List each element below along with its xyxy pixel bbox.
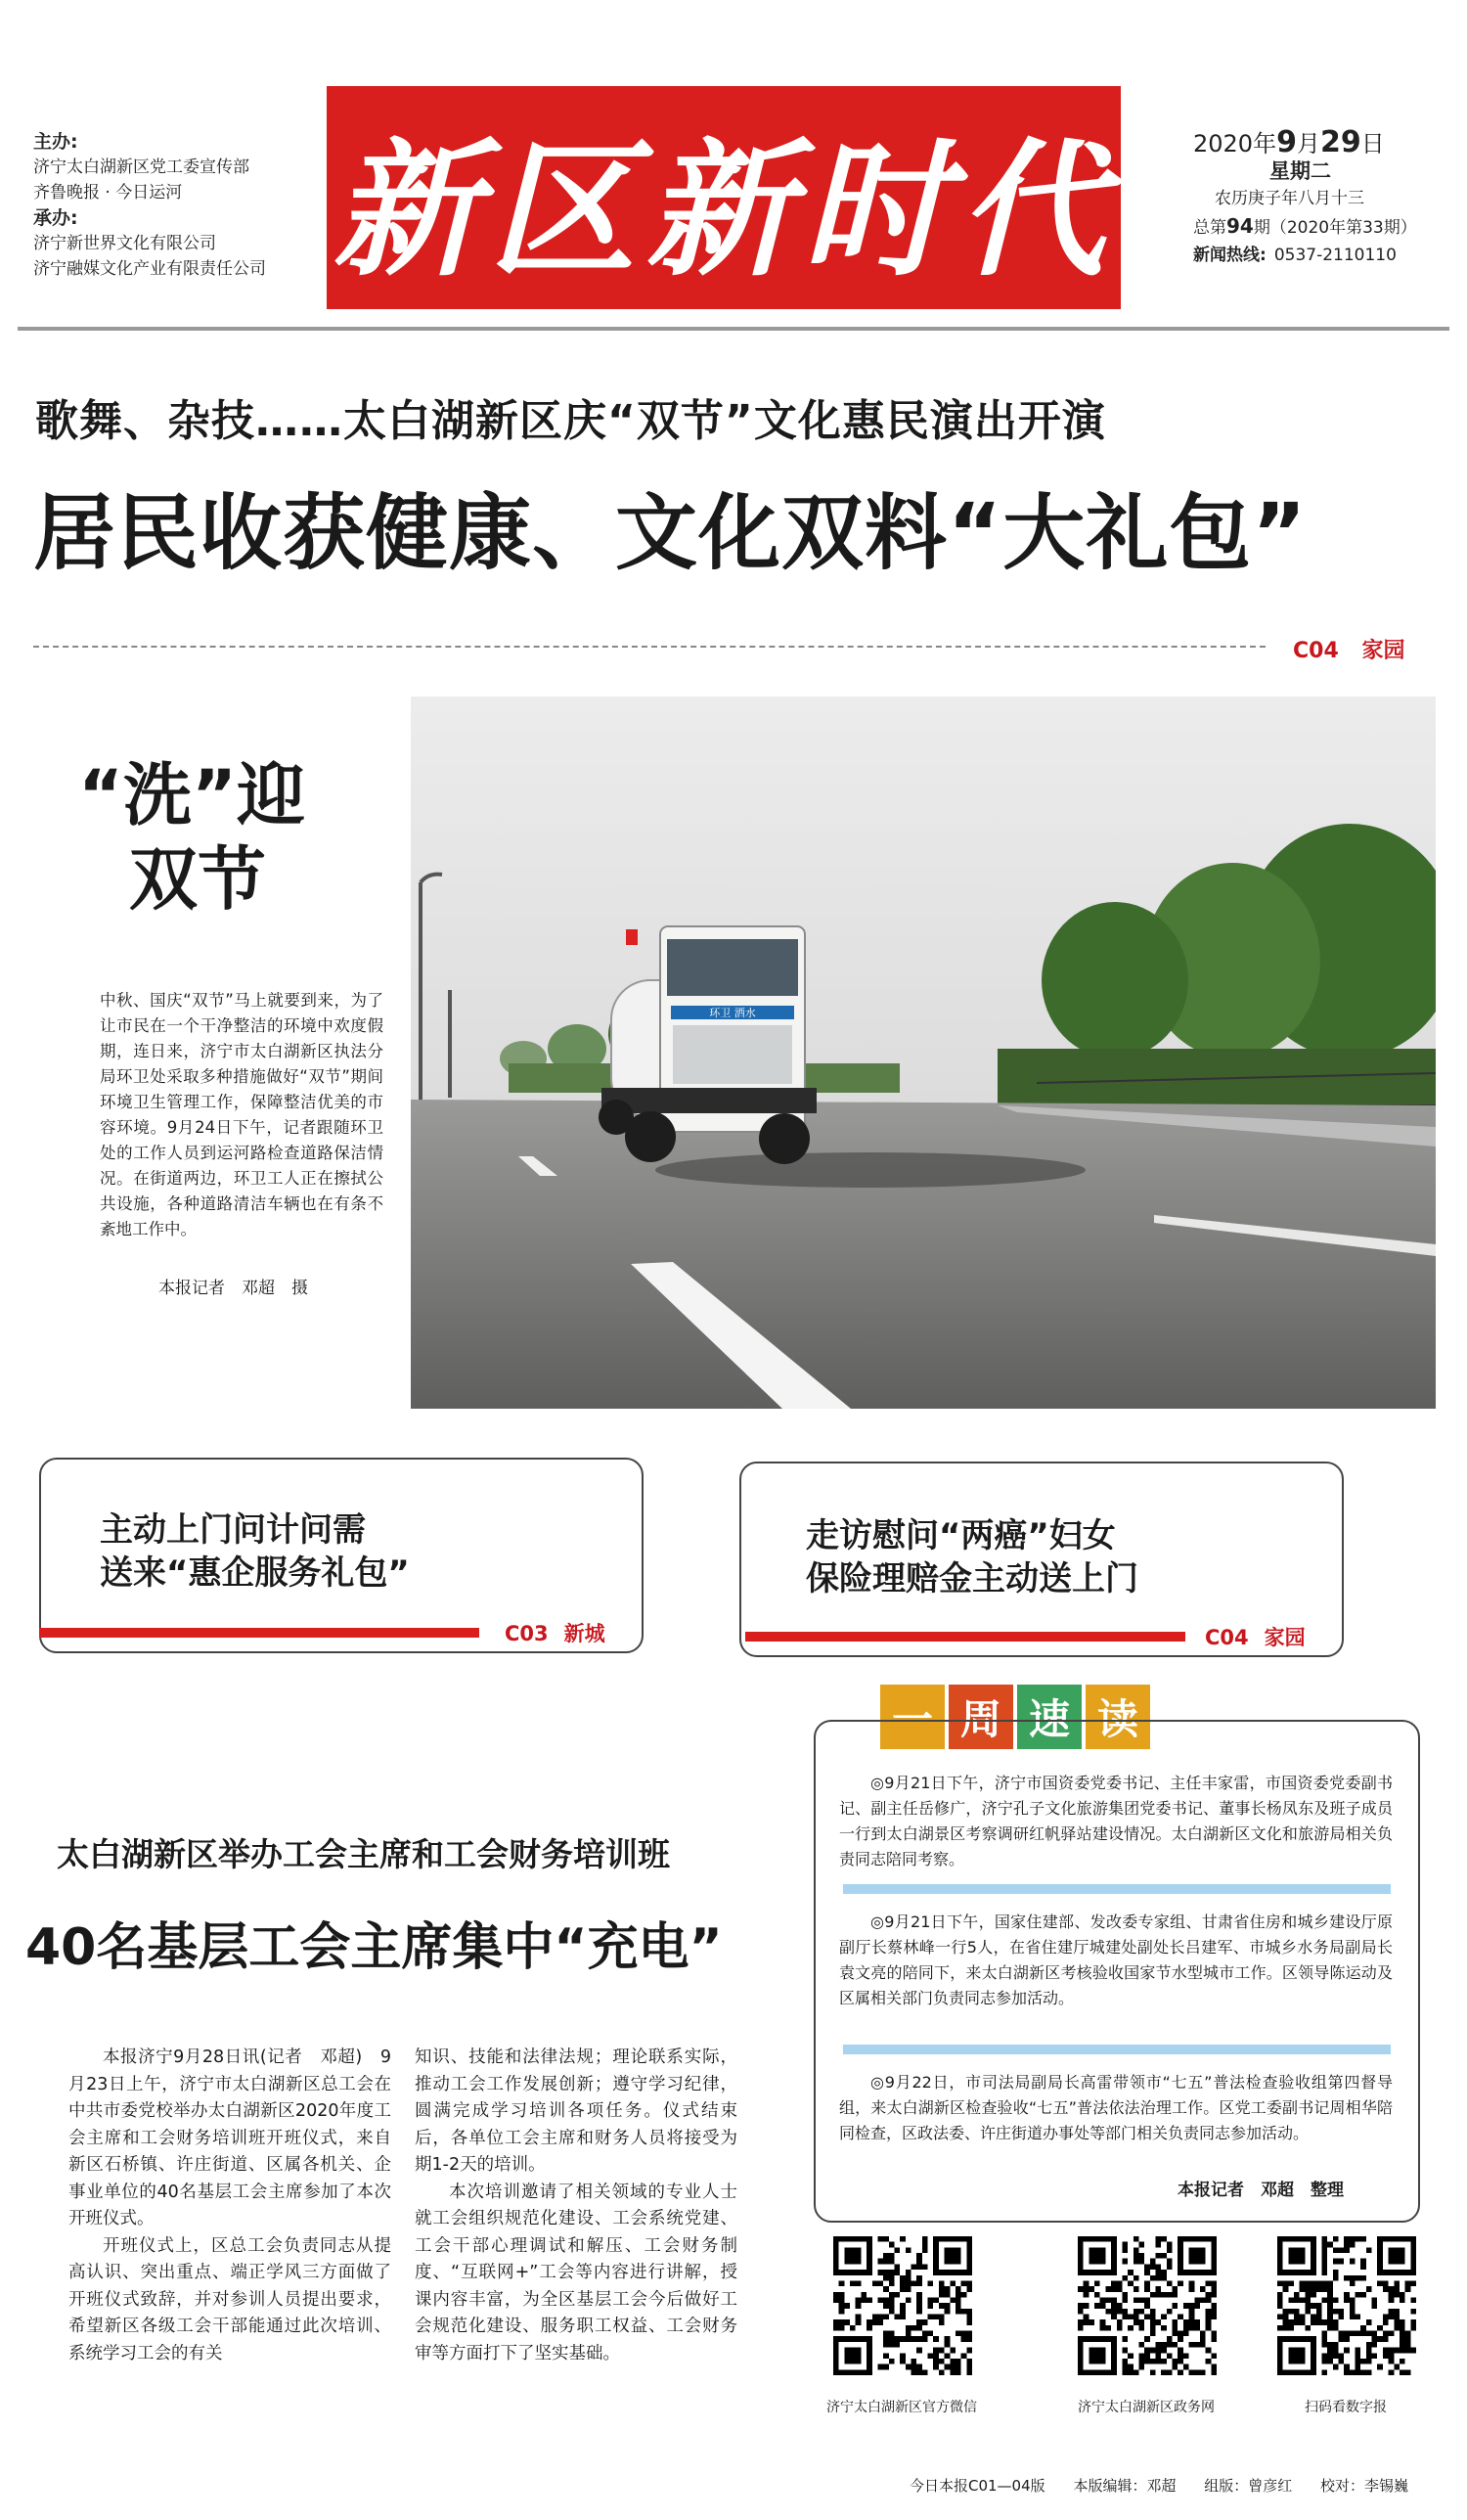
qr-caption: 济宁太白湖新区官方微信 <box>826 2400 977 2415</box>
promo-title-line: 主动上门问计问需 <box>100 1510 366 1550</box>
promo-left-page-ref <box>505 1618 605 1647</box>
promo-title-line: 走访慰问“两癌”妇女 <box>806 1516 1116 1555</box>
organizer-line: 济宁新世界文化有限公司 <box>33 234 216 253</box>
photo-title-line: “洗”迎 <box>78 755 306 835</box>
qr-code-icon[interactable] <box>1078 2236 1217 2375</box>
footer-pages: 今日本报C01—04版 <box>910 2477 1045 2495</box>
date-month: 9 <box>1276 125 1297 159</box>
promo-title-line: 送来“惠企服务礼包” <box>100 1553 410 1593</box>
footer-proof: 校对：李锡巍 <box>1320 2477 1409 2495</box>
masthead-logo <box>327 86 1121 309</box>
promo-box-left[interactable] <box>39 1458 644 1653</box>
date-day-unit: 日 <box>1360 130 1385 158</box>
lunar-date: 农历庚子年八月十三 <box>1215 189 1364 208</box>
promo-box-right[interactable] <box>739 1462 1344 1657</box>
weekly-separator <box>843 2045 1391 2054</box>
lead-headline: 居民收获健康、文化双料“大礼包” <box>33 485 1308 581</box>
story2-column-2 <box>415 2045 737 2367</box>
date-month-unit: 月 <box>1296 130 1320 158</box>
story2-kicker: 太白湖新区举办工会主席和工会财务培训班 <box>57 1835 670 1873</box>
sponsor-label: 主办: <box>33 131 78 153</box>
street-photo-illustration <box>411 697 1436 1409</box>
page-ref-section: 家园 <box>1264 1626 1306 1649</box>
footer-layout: 组版：曾彦红 <box>1204 2477 1293 2495</box>
hotline-number: 0537-2110110 <box>1273 246 1397 265</box>
story2-column-1 <box>68 2045 391 2367</box>
page-ref-code: C04 <box>1293 639 1339 663</box>
issue-number <box>1193 212 1457 242</box>
lead-page-ref[interactable] <box>1293 634 1404 664</box>
street-photo <box>411 697 1436 1409</box>
sponsor-line: 济宁太白湖新区党工委宣传部 <box>33 158 249 177</box>
story2-paragraph: 知识、技能和法律法规；理论联系实际，推动工会工作发展创新；遵守学习纪律，圆满完成学习培训各项任务。仪式结束后，各单位工会主席和财务人员将接受为期1-2天的培训。 <box>415 2048 737 2175</box>
issue-prefix: 总第 <box>1193 218 1226 238</box>
weekly-badge: 一 <box>880 1685 945 1749</box>
page-ref-section: 家园 <box>1361 639 1405 663</box>
promo-right-page-ref <box>1205 1622 1306 1651</box>
weekly-digest-box <box>814 1720 1420 2223</box>
page-ref-code: C04 <box>1205 1626 1249 1649</box>
page-ref-code: C03 <box>505 1622 549 1645</box>
weekly-badge: 速 <box>1017 1685 1082 1749</box>
qr-caption: 济宁太白湖新区政务网 <box>1078 2400 1215 2415</box>
issue-date <box>1193 125 1457 159</box>
promo-right-title <box>806 1514 1138 1600</box>
hotline <box>1193 242 1457 269</box>
issue-num: 94 <box>1226 214 1254 238</box>
photo-credit: 本报记者 邓超 摄 <box>158 1279 308 1298</box>
story2-paragraph: 本次培训邀请了相关领域的专业人士就工会组织规范化建设、工会系统党建、工会干部心理调试和解压、工会财务制度、“互联网+”工会等内容进行讲解，授课内容丰富，为全区基层工会今后做好工会规范化建设、服务职工权益、工会财务审等方面打下了坚实基础。 <box>415 2182 737 2363</box>
photo-story-text: 中秋、国庆“双节”马上就要到来，为了让市民在一个干净整洁的环境中欢度假期，连日来，济宁市太白湖新区执法分局环卫处采取多种措施做好“双节”期间环境卫生管理工作，保障整洁优美的市容环境。9月24日下午，记者跟随环卫处的工作人员到运河路检查道路保洁情况。在街道两边，环卫工人正在擦拭公共设施，各种道路清洁车辆也在有条不紊地工作中。 <box>100 991 383 1238</box>
promo-title-line: 保险理赔金主动送上门 <box>806 1559 1138 1598</box>
masthead-title: 新区新时代 <box>332 124 1115 296</box>
organizer-label: 承办: <box>33 207 78 229</box>
qr-block-2[interactable] <box>1078 2236 1254 2416</box>
qr-block-1[interactable] <box>826 2236 1009 2416</box>
story2-paragraph: 本报济宁9月28日讯(记者 邓超) 9月23日上午，济宁市太白湖新区总工会在中共市委党校举办太白湖新区2020年度工会主席和工会财务培训班开班仪式，来自新区石桥镇、许庄街道、区属各机关、企事业单位的40名基层工会主席参加了本次开班仪式。 <box>68 2048 391 2228</box>
photo-story-title <box>78 753 305 922</box>
weekly-badge: 读 <box>1086 1685 1150 1749</box>
date-year: 2020年 <box>1193 130 1277 158</box>
qr-block-3[interactable] <box>1277 2236 1453 2416</box>
masthead-rule <box>18 327 1449 331</box>
promo-red-bar <box>39 1628 479 1638</box>
sponsor-block <box>33 129 327 282</box>
footer-editor: 本版编辑：邓超 <box>1073 2477 1177 2495</box>
qr-code-icon[interactable] <box>1277 2236 1416 2375</box>
weekly-item: ◎9月22日，市司法局副局长高雷带领市“七五”普法检查验收组第四督导组，来太白湖新区检查验收“七五”普法依法治理工作。区党工委副书记周相华陪同检查，区政法委、许庄街道办事处等部门相关负责同志参加活动。 <box>839 2073 1393 2142</box>
promo-left-title <box>100 1508 410 1595</box>
page-footer <box>910 2475 1408 2496</box>
qr-caption: 扫码看数字报 <box>1305 2400 1387 2415</box>
date-day: 29 <box>1319 125 1361 159</box>
photo-title-line: 双节 <box>129 839 266 920</box>
promo-red-bar <box>745 1632 1185 1642</box>
lead-kicker: 歌舞、杂技……太白湖新区庆“双节”文化惠民演出开演 <box>35 396 1106 446</box>
sponsor-line: 齐鲁晚报 · 今日运河 <box>33 183 183 202</box>
story2-paragraph: 开班仪式上，区总工会负责同志从提高认识、突出重点、端正学风三方面做了开班仪式致辞，并对参训人员提出要求，希望新区各级工会干部能通过此次培训、系统学习工会的有关 <box>68 2235 391 2363</box>
weekly-badge: 周 <box>949 1685 1013 1749</box>
story2-headline: 40名基层工会主席集中“充电” <box>25 1918 723 1977</box>
weekly-credit: 本报记者 邓超 整理 <box>1178 2181 1344 2200</box>
weekly-item: ◎9月21日下午，国家住建部、发改委专家组、甘肃省住房和城乡建设厅原副厅长蔡林峰一行5人，在省住建厅城建处副处长吕建军、市城乡水务局副局长袁文亮的陪同下，来太白湖新区考核验收国家节水型城市工作。区领导陈运动及区属相关部门负责同志参加活动。 <box>839 1912 1393 2007</box>
weekly-item: ◎9月21日下午，济宁市国资委党委书记、主任丰家雷，市国资委党委副书记、副主任岳修广，济宁孔子文化旅游集团党委书记、董事长杨凤东及班子成员一行到太白湖景区考察调研红帆驿站建设情况。太白湖新区文化和旅游局相关负责同志陪同考察。 <box>839 1774 1393 1868</box>
page-ref-section: 新城 <box>563 1622 605 1645</box>
organizer-line: 济宁融媒文化产业有限责任公司 <box>33 259 266 279</box>
issue-suffix: 期（2020年第33期） <box>1253 218 1417 238</box>
lead-divider <box>33 646 1266 648</box>
hotline-label: 新闻热线: <box>1193 246 1267 265</box>
truck-logo: 环卫 洒水 <box>709 1007 756 1019</box>
weekday: 星期二 <box>1269 159 1331 183</box>
qr-code-icon[interactable] <box>833 2236 972 2375</box>
issue-info <box>1193 125 1457 269</box>
weekly-separator <box>843 1884 1391 1894</box>
